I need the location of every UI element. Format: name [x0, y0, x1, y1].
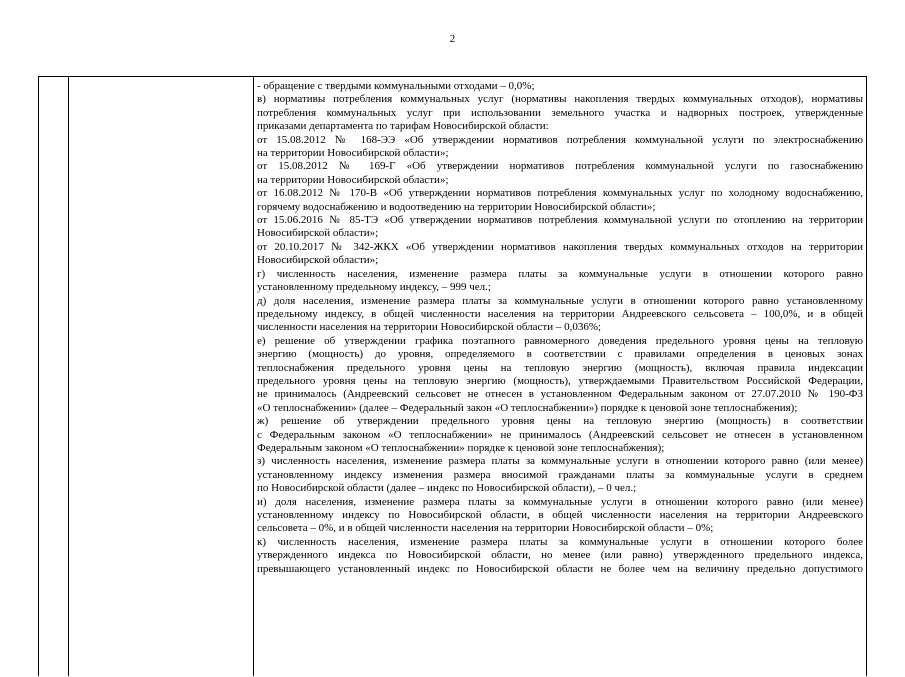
text-line: предельному индексу, в общей численности населения на территории Андреевского сельсовета – 100,0%, и в общей: [257, 307, 863, 320]
text-line: предельного уровня цены на тепловую энергию (мощность), утверждаемыми Правительством Российской Федерации,: [257, 374, 863, 387]
text-line: по Новосибирской области (далее – индекс по Новосибирской области), – 0 чел.;: [257, 482, 637, 495]
text-line: горячему водоснабжению и водоотведению на территории Новосибирской области»;: [257, 200, 656, 213]
text-line: численности населения на территории Новосибирской области – 0,036%;: [257, 321, 602, 334]
text-line: теплоснабжения предельного уровня цены на тепловую энергию (мощность), включая правила индексации: [257, 361, 863, 374]
text-line: потребления коммунальных услуг при использовании земельного участка и надворных построек, утвержденные: [257, 106, 863, 119]
text-line: с Федеральным законом «О теплоснабжении» не принималось (Андреевский сельсовет не отнесен в установленном: [257, 428, 863, 441]
text-line: от 20.10.2017 № 342-ЖКХ «Об утверждении нормативов накопления твердых коммунальных отходов на территории: [257, 240, 863, 253]
text-line: от 16.08.2012 № 170-В «Об утверждении нормативов потребления коммунальных услуг по холодному водоснабжению,: [257, 187, 863, 200]
text-line: Новосибирской области»;: [257, 227, 379, 240]
text-line: в) нормативы потребления коммунальных услуг (нормативы накопления твердых коммунальных отходов), нормативы: [257, 93, 863, 106]
text-line: энергию (мощность) до уровня, определяемого в соответствии с правилами определения в ценовых зонах: [257, 348, 863, 361]
text-line: не принималось (Андреевский сельсовет не отнесен в установленном Федеральным законом от 27.07.2010 № 190-ФЗ: [257, 388, 863, 401]
text-line: утвержденного индекса по Новосибирской области, но менее (или равно) утвержденного предельного индекса,: [257, 549, 863, 562]
text-line: Федеральным законом «О теплоснабжении» порядке к ценовой зоне теплоснабжения);: [257, 441, 665, 454]
text-line: от 15.08.2012 № 169-Г «Об утверждении нормативов потребления коммунальной услуги по газоснабжению: [257, 160, 863, 173]
table-column-divider-2: [253, 76, 254, 676]
text-line: установленному индексу изменения размера вносимой гражданами платы за коммунальные услуги в среднем: [257, 468, 863, 481]
text-line: д) доля населения, изменение размера платы за коммунальные услуги в отношении которого равно установленному: [257, 294, 863, 307]
text-line: от 15.06.2016 № 85-ТЭ «Об утверждении нормативов потребления коммунальной услуги по отоплению на территории: [257, 214, 863, 227]
text-line: - обращение с твердыми коммунальными отходами – 0,0%;: [257, 80, 535, 92]
text-line: з) численность населения, изменение размера платы за коммунальные услуги в отношении которого равно (или менее): [257, 455, 863, 468]
text-line: Новосибирской области»;: [257, 254, 379, 267]
text-line: ж) решение об утверждении предельного уровня цены на тепловую энергию (мощность) в соответствии: [257, 415, 863, 428]
text-line: на территории Новосибирской области»;: [257, 147, 449, 160]
text-line: к) численность населения, изменение размера платы за коммунальные услуги в отношении которого более: [257, 535, 863, 548]
text-line: установленному предельному индексу, – 999 чел.;: [257, 281, 491, 294]
table-cell-text: [257, 80, 863, 576]
text-line: е) решение об утверждении графика поэтапного равномерного доведения предельного уровня цены на тепловую: [257, 334, 863, 347]
text-line: г) численность населения, изменение размера платы за коммунальные услуги в отношении которого равно: [257, 267, 863, 280]
text-line: приказами департамента по тарифам Новосибирской области:: [257, 120, 549, 133]
text-line: сельсовета – 0%, и в общей численности населения на территории Новосибирской области – 0%;: [257, 522, 714, 535]
page-number: 2: [449, 33, 456, 45]
table-column-divider-1: [68, 76, 69, 676]
text-line: установленному индексу по Новосибирской области, в общей численности населения на территории Андреевского: [257, 509, 863, 521]
text-line: и) доля населения, изменение размера платы за коммунальные услуги в отношении которого равно (или менее): [257, 495, 863, 508]
table-border-right: [866, 76, 867, 676]
table-border-left: [38, 76, 39, 676]
text-line: от 15.08.2012 № 168-ЭЭ «Об утверждении нормативов потребления коммунальной услуги по электроснабжению: [257, 133, 863, 146]
text-line: на территории Новосибирской области»;: [257, 173, 449, 186]
text-line: «О теплоснабжении» (далее – Федеральный закон «О теплоснабжении») порядке к ценовой зоне теплоснабжения);: [257, 401, 798, 414]
text-line: превышающего установленный индекс по Новосибирской области не более чем на величину предельно допустимого: [257, 562, 863, 575]
